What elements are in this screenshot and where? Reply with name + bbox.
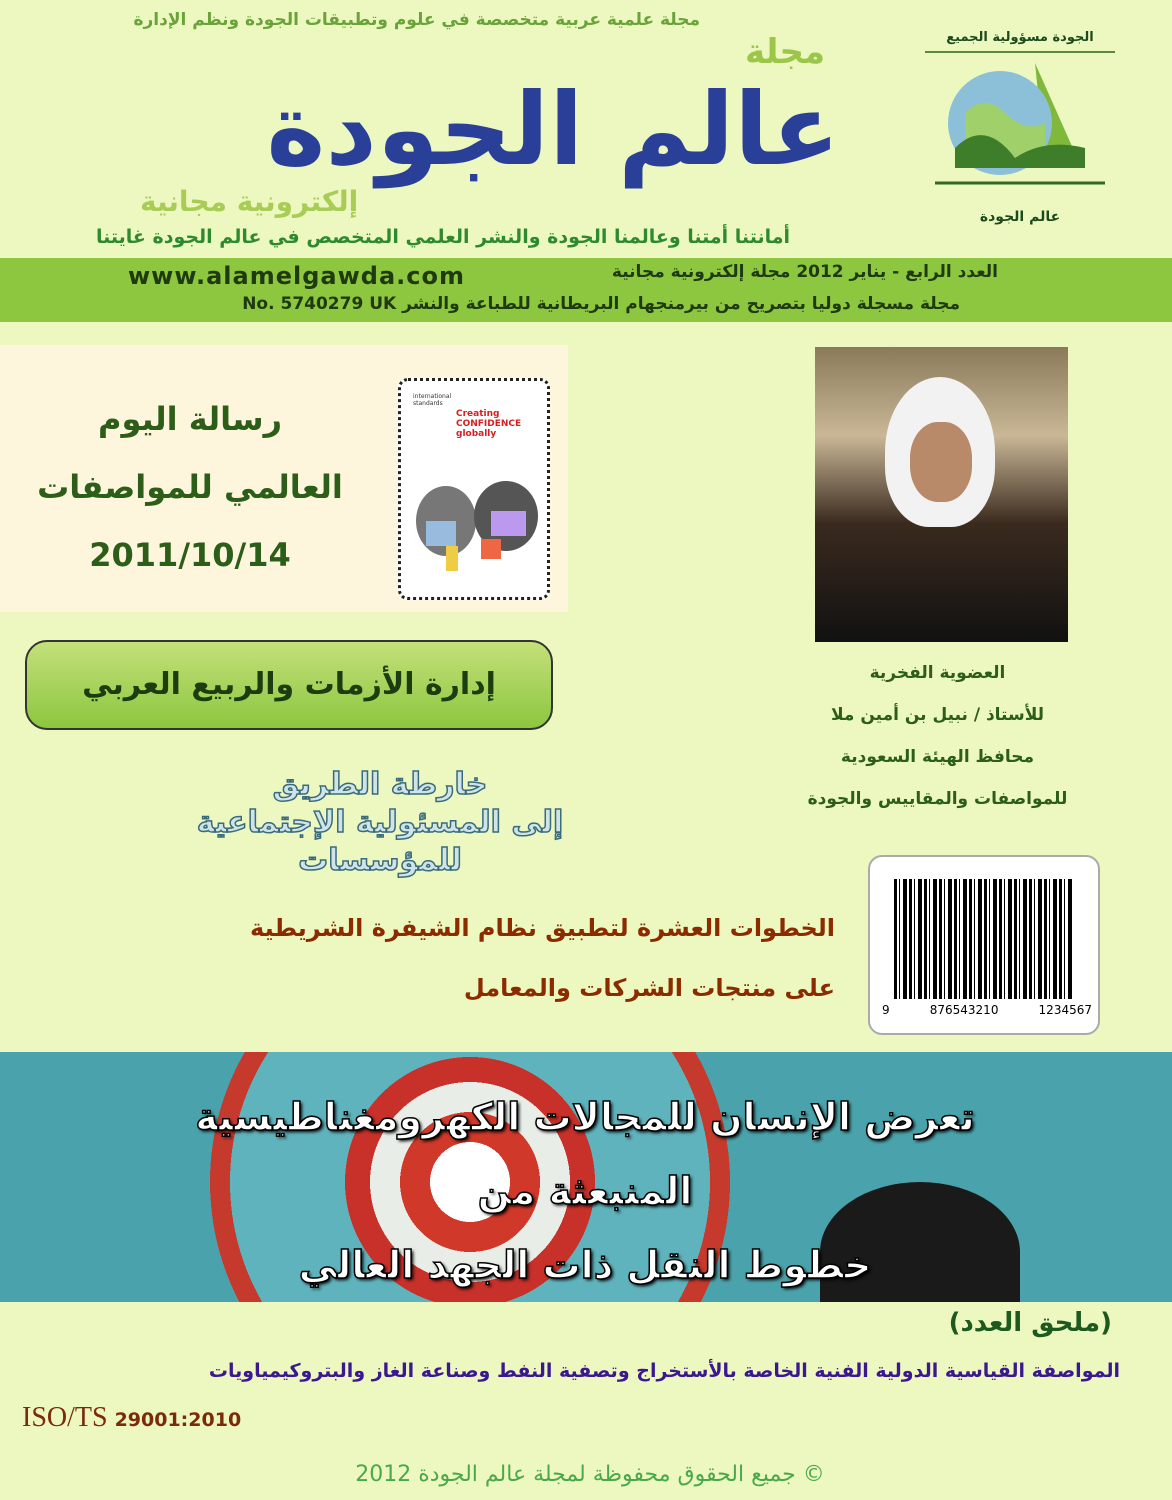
roadmap-line: إلى المسئولية الإجتماعية	[196, 805, 564, 840]
wsd-line: العالمي للمواصفات	[37, 468, 343, 506]
book-title: Creating CONFIDENCE globally	[456, 409, 522, 439]
supplement-label: (ملحق العدد)	[948, 1308, 1112, 1338]
wsd-line: رسالة اليوم	[97, 400, 283, 438]
globe-book-icon	[925, 53, 1115, 193]
slogan: أمانتنا أمتنا وعالمنا الجودة والنشر العلمي المتخصص في عالم الجودة غايتنا	[95, 226, 790, 248]
issue-band	[0, 258, 1172, 322]
book-top-label: international standards	[413, 393, 452, 407]
supplement-spec: المواصفة القياسية الدولية الفنية الخاصة بالأستخراج وتصفية النفط وصناعة الغاز والبتروكيمياويات	[208, 1360, 1120, 1382]
iso-code	[22, 1402, 241, 1434]
barcode-image	[868, 855, 1100, 1035]
emf-banner	[0, 1052, 1172, 1302]
banner-line: المنبعثة من	[477, 1169, 693, 1213]
magazine-logo	[925, 30, 1115, 225]
website-link[interactable]: www.alamelgawda.com	[128, 262, 465, 290]
logo-tagline: الجودة مسؤولية الجميع	[925, 30, 1115, 53]
masthead-title: عالم الجودة	[266, 71, 840, 188]
caption-line: محافظ الهيئة السعودية	[840, 747, 1035, 767]
logo-name: عالم الجودة	[979, 209, 1061, 225]
heading-line: الخطوات العشرة لتطبيق نظام الشيفرة الشريطية	[250, 914, 835, 942]
iso-number: 29001:2010	[114, 1409, 242, 1431]
heading-line: على منتجات الشركات والمعامل	[463, 974, 835, 1002]
caption-line: العضوية الفخرية	[869, 663, 1006, 683]
standards-book-cover	[398, 378, 550, 600]
banner-line: تعرض الإنسان للمجالات الكهرومغناطيسية	[195, 1095, 975, 1139]
caption-line: للأستاذ / نبيل بن أمين ملا	[831, 705, 1044, 725]
barcode-digits: 1234567	[1038, 1003, 1092, 1017]
barcode-digit: 9	[882, 1003, 890, 1017]
roadmap-heading	[120, 766, 640, 880]
roadmap-line: خارطة الطريق	[272, 767, 488, 802]
registration-info: مجلة مسجلة دوليا بتصريح من بيرمنجهام البريطانية للطباعة والنشر No. 5740279 UK	[242, 294, 960, 314]
crisis-management-button[interactable]: إدارة الأزمات والربيع العربي	[25, 640, 553, 730]
barcode-bars	[894, 879, 1074, 999]
issue-info: العدد الرابع - يناير 2012 مجلة إلكترونية مجانية	[611, 262, 998, 282]
portrait-photo	[815, 347, 1068, 642]
honorary-caption	[740, 652, 1135, 820]
barcode-article-heading	[10, 898, 835, 1018]
caption-line: للمواصفات والمقاييس والجودة	[807, 789, 1068, 809]
barcode-digits: 876543210	[929, 1003, 999, 1017]
hands-world-map-icon	[401, 461, 547, 581]
wsd-date: 2011/10/14	[89, 536, 291, 574]
magazine-word: مجلة	[745, 32, 826, 72]
iso-prefix: ISO/TS	[22, 1402, 108, 1433]
banner-line: خطوط النقل ذات الجهد العالي	[298, 1243, 872, 1287]
roadmap-line: للمؤسسات	[298, 843, 462, 878]
tagline-top: مجلة علمية عربية متخصصة في علوم وتطبيقات الجودة ونظم الإدارة	[133, 10, 700, 30]
free-electronic-label: إلكترونية مجانية	[140, 185, 359, 218]
copyright: © جميع الحقوق محفوظة لمجلة عالم الجودة 2012	[355, 1462, 825, 1487]
